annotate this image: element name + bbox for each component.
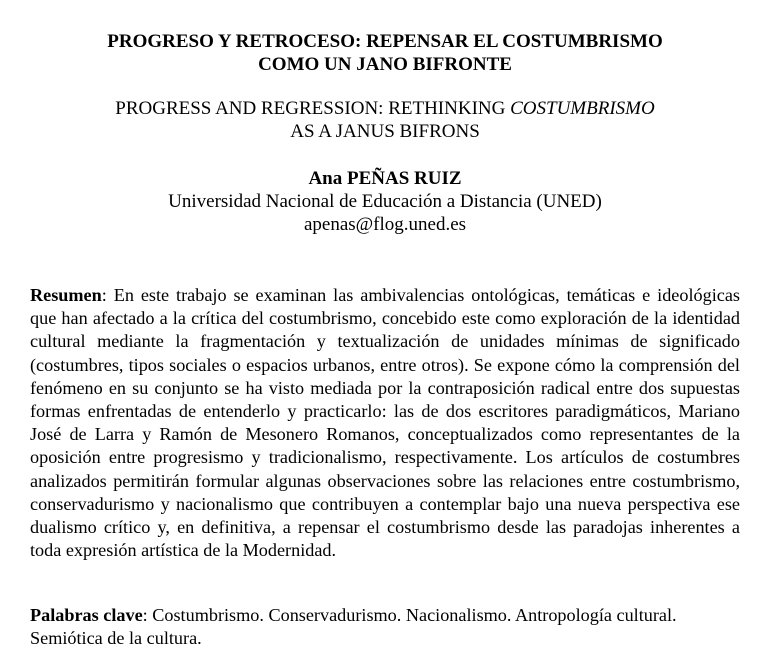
english-title-line-2: AS A JANUS BIFRONS	[290, 121, 480, 142]
keywords	[30, 604, 740, 650]
author-affiliation: Universidad Nacional de Educación a Distancia (UNED)	[168, 191, 602, 212]
keywords-label: Palabras clave	[30, 605, 143, 625]
english-title-italic-term: COSTUMBRISMO	[510, 98, 655, 119]
english-title-line-1	[0, 97, 770, 120]
abstract	[30, 284, 740, 562]
spanish-title	[0, 30, 770, 76]
abstract-label: Resumen	[30, 285, 102, 305]
spanish-title-line-2: COMO UN JANO BIFRONTE	[258, 54, 512, 75]
author-name: Ana PEÑAS RUIZ	[308, 168, 462, 189]
english-title	[0, 97, 770, 143]
spanish-title-line-1: PROGRESO Y RETROCESO: REPENSAR EL COSTUMBRISMO	[107, 31, 663, 52]
abstract-text: : En este trabajo se examinan las ambivalencias ontológicas, temáticas e ideológicas que han afectado a la crítica del costumbrismo, concebido este como exploración de la identidad cultural mediante la fragmentación y textualización de unidades mínimas de significado (costumbres, tipos sociales o espacios urbanos, entre otros). Se expone cómo la comprensión del fenómeno en su conjunto se ha visto mediada por la contraposición radical entre dos supuestas formas enfrentadas de entenderlo y practicarlo: las de dos escritores paradigmáticos, Mariano José de Larra y Ramón de Mesonero Romanos, conceptualizados como representantes de la oposición entre progresismo y tradicionalismo, respectivamente. Los artículos de costumbres analizados permitirán formular algunas observaciones sobre las relaciones entre costumbrismo, conservadurismo y nacionalismo que contribuyen a contemplar bajo una nueva perspectiva ese dualismo crítico y, en definitiva, a repensar el costumbrismo desde las paradojas inherentes a toda expresión artística de la Modernidad.	[30, 285, 740, 561]
keywords-text: : Costumbrismo. Conservadurismo. Nacionalismo. Antropología cultural. Semiótica de la cultura.	[30, 605, 677, 649]
author-email: apenas@flog.uned.es	[303, 214, 467, 235]
english-title-line-1-text: PROGRESS AND REGRESSION: RETHINKING	[115, 98, 511, 119]
